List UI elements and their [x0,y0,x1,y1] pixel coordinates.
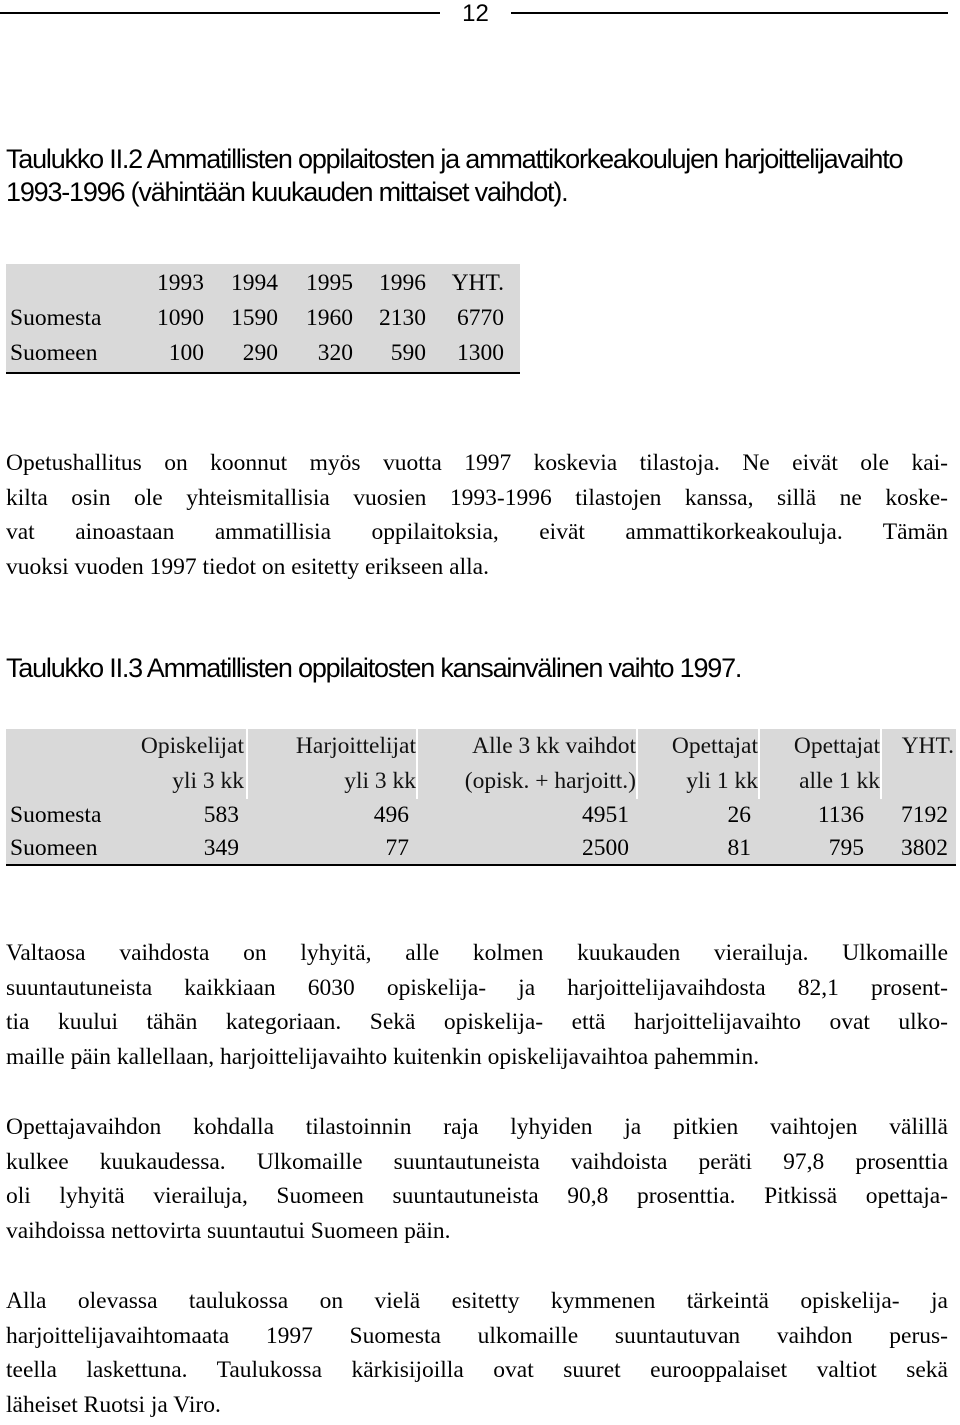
table1-cell: 1300 [457,340,504,366]
paragraph-1 [6,446,948,584]
paragraph-4 [6,1284,948,1422]
table2-col-header-line: alle 1 kk [799,768,880,794]
table2-caption-line: Taulukko II.3 Ammatillisten oppilaitosten kansainvälinen vaihto 1997. [6,653,742,683]
paragraph-line: kulkee kuukaudessa. Ulkomaille suuntautuneista vaihdoista peräti 97,8 prosenttia [6,1148,948,1175]
table2-cell: 496 [373,802,409,828]
header-rule-right [511,12,948,14]
table2-col-header-line: YHT. [901,733,954,759]
table1-cell: 1090 [157,305,204,331]
paragraph-line: teella laskettuna. Taulukossa kärkisijoilla ovat suuret eurooppalaiset valtiot sekä [6,1357,948,1383]
table2-cell: 795 [828,835,864,861]
table2-col-header-line: Opiskelijat [140,733,244,759]
table2-col-header-line: Opettajat [793,733,880,759]
table1-caption-line: Taulukko II.2 Ammatillisten oppilaitosten ja ammattikorkeakoulujen harjoittelijavaihto [6,144,903,174]
table2 [6,729,956,866]
table2-row-label: Suomesta [10,802,102,828]
table2-col-header [758,729,880,799]
table2-col-header-line: (opisk. + harjoitt.) [464,768,636,794]
table2-col-header-line: Harjoittelijat [295,733,416,759]
table1-col-header: YHT. [451,270,504,296]
paragraph-line: vaihdoissa nettovirta suuntautui Suomeen päin. [6,1217,451,1244]
table2-cell: 349 [203,835,239,861]
table1-cell: 1960 [306,305,353,331]
table2-col-header-line: Alle 3 kk vaihdot [472,733,636,759]
table1-cell: 590 [390,340,426,366]
table-row [6,831,956,866]
table1-col-header: 1996 [379,270,426,296]
table1-cell: 2130 [379,305,426,331]
table1-caption [6,143,956,209]
paragraph-3 [6,1110,948,1248]
table1 [6,264,520,374]
table-row [6,336,520,371]
table2-col-header [416,729,636,799]
paragraph-line: Valtaosa vaihdosta on lyhyitä, alle kolmen kuukauden vierailuja. Ulkomaille [6,940,948,966]
table1-header-row [6,266,520,301]
paragraph-line: tia kuului tähän kategoriaan. Sekä opiskelija- että harjoittelijavaihto ovat ulko- [6,1009,948,1035]
paragraph-line: maille päin kallellaan, harjoittelijavaihto kuitenkin opiskelijavaihtoa pahemmin. [6,1043,760,1070]
table2-caption [6,652,956,685]
table1-col-header: 1995 [306,270,353,296]
table2-cell: 81 [727,835,751,861]
table1-cell: 6770 [457,305,504,331]
page-header [0,0,960,30]
table2-col-header [880,729,954,799]
paragraph-line: Opetushallitus on koonnut myös vuotta 1997 koskevia tilastoja. Ne eivät ole kai- [6,450,948,476]
paragraph-line: suuntautuneista kaikkiaan 6030 opiskelija- ja harjoittelijavaihdosta 82,1 prosent- [6,974,948,1001]
table2-col-header-line: yli 3 kk [344,768,416,794]
table1-caption-line: 1993-1996 (vähintään kuukauden mittaiset vaihdot). [6,177,568,207]
table1-row-label: Suomesta [10,305,102,331]
table-row [6,798,956,833]
paragraph-line: Opettajavaihdon kohdalla tilastoinnin raja lyhyiden ja pitkien vaihtojen välillä [6,1114,948,1140]
table1-col-header: 1993 [157,270,204,296]
table2-col-header-line: yli 3 kk [172,768,244,794]
table2-col-header [246,729,416,799]
table2-cell: 77 [385,835,409,861]
paragraph-line: vuoksi vuoden 1997 tiedot on esitetty erikseen alla. [6,553,489,580]
table1-col-header: 1994 [231,270,278,296]
table2-col-header [6,729,244,799]
table2-cell: 3802 [901,835,948,861]
table1-row-label: Suomeen [10,340,98,366]
table2-cell: 1136 [817,802,864,828]
table1-cell: 320 [317,340,353,366]
paragraph-line: harjoittelijavaihtomaata 1997 Suomesta ulkomaille suuntautuvan vaihdon perus- [6,1322,948,1349]
table1-cell: 100 [168,340,204,366]
paragraph-line: oli lyhyitä vierailuja, Suomeen suuntautuneista 90,8 prosenttia. Pitkissä opettaja- [6,1183,948,1209]
paragraph-line: läheiset Ruotsi ja Viro. [6,1391,221,1418]
table2-cell: 26 [727,802,751,828]
table2-col-header-line: yli 1 kk [686,768,758,794]
paragraph-2 [6,936,948,1074]
paragraph-line: Alla olevassa taulukossa on vielä esitetty kymmenen tärkeintä opiskelija- ja [6,1288,948,1314]
table1-cell: 1590 [231,305,278,331]
table2-cell: 7192 [901,802,948,828]
paragraph-line: vat ainoastaan ammatillisia oppilaitoksia, eivät ammattikorkeakouluja. Tämän [6,519,948,545]
table2-cell: 2500 [582,835,629,861]
table2-cell: 4951 [582,802,629,828]
paragraph-line: kilta osin ole yhteismitallisia vuosien 1993-1996 tilastojen kanssa, sillä ne koske- [6,484,948,511]
table2-col-header-line: Opettajat [671,733,758,759]
table1-cell: 290 [242,340,278,366]
header-rule-left [0,12,440,14]
table2-cell: 583 [203,802,239,828]
table-row [6,301,520,336]
page-number: 12 [462,0,489,27]
table2-row-label: Suomeen [10,835,98,861]
table2-col-header [636,729,758,799]
